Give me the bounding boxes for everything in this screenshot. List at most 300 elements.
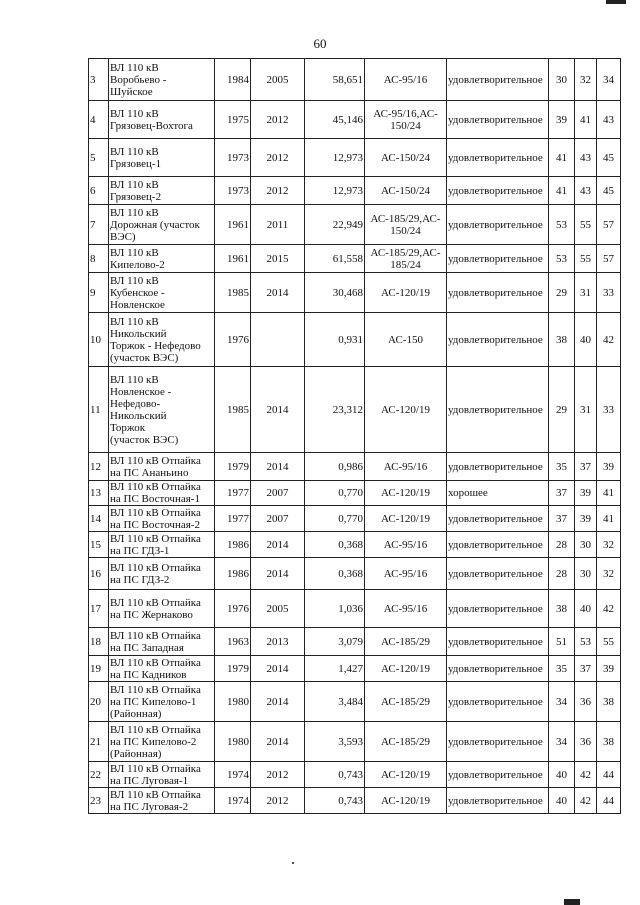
value-c: 44: [597, 762, 621, 788]
year-repair: 2011: [251, 205, 305, 245]
line-length: 0,368: [305, 532, 365, 558]
condition: удовлетворительное: [447, 722, 549, 762]
line-name-line: Дорожная (участок: [110, 218, 200, 231]
line-name-line: ВЛ 110 кВ: [110, 61, 159, 74]
line-name-line: на ПС Кадников: [110, 668, 187, 681]
line-name-line: на ПС Жернаково: [110, 608, 193, 621]
wire-type: [365, 506, 447, 532]
line-name-line: (Районная): [110, 747, 162, 760]
wire-type-line: 150/24: [390, 224, 421, 237]
row-number: 7: [89, 205, 109, 245]
condition: удовлетворительное: [447, 139, 549, 177]
line-length: 0,743: [305, 762, 365, 788]
wire-type: [365, 558, 447, 590]
year-repair: 2013: [251, 628, 305, 656]
value-a: 35: [549, 656, 575, 682]
line-length: 3,593: [305, 722, 365, 762]
line-length: 1,036: [305, 590, 365, 628]
line-name: [109, 313, 215, 367]
wire-type-line: АС-95/16: [383, 567, 428, 580]
wire-type: [365, 273, 447, 313]
line-length: 0,931: [305, 313, 365, 367]
line-name: [109, 245, 215, 273]
power-lines-table: [88, 58, 621, 814]
wire-type-line: АС-120/19: [381, 487, 430, 499]
year-repair: 2014: [251, 722, 305, 762]
line-name-line: Торжок: [110, 421, 146, 434]
line-name-line: ВЛ 110 кВ Отпайка: [110, 723, 201, 736]
table-row: [89, 506, 621, 532]
value-a: 29: [549, 367, 575, 453]
line-name-line: ВЛ 110 кВ: [110, 178, 159, 191]
line-name-line: ВЛ 110 кВ Отпайка: [110, 481, 201, 493]
year-built: 1975: [215, 101, 251, 139]
line-length: 12,973: [305, 177, 365, 205]
value-b: 39: [575, 506, 597, 532]
table-row: [89, 177, 621, 205]
condition: удовлетворительное: [447, 453, 549, 481]
line-name: [109, 453, 215, 481]
table-body: [89, 59, 621, 814]
wire-type: [365, 313, 447, 367]
wire-type-line: АС-120/19: [381, 662, 430, 675]
year-repair: [251, 313, 305, 367]
value-a: 37: [549, 481, 575, 506]
line-name-line: Воробьево -: [110, 73, 167, 86]
line-length: 0,770: [305, 506, 365, 532]
line-name-line: ВЛ 110 кВ: [110, 315, 159, 328]
year-built: 1977: [215, 481, 251, 506]
line-name-line: ВЛ 110 кВ: [110, 274, 159, 287]
line-name-line: Новленское -: [110, 385, 172, 398]
line-name-line: Нефедово-: [110, 397, 161, 410]
row-number: 17: [89, 590, 109, 628]
value-a: 53: [549, 205, 575, 245]
wire-type-line: АС-185/29,АС-: [370, 246, 441, 259]
year-built: 1980: [215, 722, 251, 762]
line-name-line: на ПС Луговая-2: [110, 800, 189, 813]
wire-type: [365, 367, 447, 453]
year-repair: 2012: [251, 762, 305, 788]
wire-type-line: АС-120/19: [381, 768, 430, 781]
line-name: [109, 722, 215, 762]
wire-type: [365, 628, 447, 656]
value-b: 30: [575, 532, 597, 558]
line-name: [109, 762, 215, 788]
year-built: 1974: [215, 788, 251, 814]
year-repair: 2014: [251, 453, 305, 481]
condition: удовлетворительное: [447, 532, 549, 558]
year-built: 1961: [215, 205, 251, 245]
wire-type-line: АС-185/29,АС-: [370, 212, 441, 225]
line-length: 3,079: [305, 628, 365, 656]
value-b: 53: [575, 628, 597, 656]
table-row: [89, 481, 621, 506]
wire-type-line: АС-150/24: [381, 151, 430, 164]
value-c: 32: [597, 532, 621, 558]
line-length: 12,973: [305, 139, 365, 177]
line-name-line: Шуйское: [110, 85, 153, 98]
row-number: 12: [89, 453, 109, 481]
line-length: 0,986: [305, 453, 365, 481]
row-number: 8: [89, 245, 109, 273]
line-name-line: на ПС Восточная-2: [110, 518, 200, 531]
year-repair: 2007: [251, 481, 305, 506]
year-built: 1974: [215, 762, 251, 788]
value-b: 36: [575, 682, 597, 722]
value-b: 30: [575, 558, 597, 590]
condition: удовлетворительное: [447, 558, 549, 590]
value-a: 28: [549, 558, 575, 590]
value-c: 38: [597, 722, 621, 762]
condition: удовлетворительное: [447, 762, 549, 788]
table-row: [89, 788, 621, 814]
line-name-line: ВЛ 110 кВ Отпайка: [110, 788, 201, 801]
condition: удовлетворительное: [447, 788, 549, 814]
table-row: [89, 367, 621, 453]
year-built: 1963: [215, 628, 251, 656]
value-a: 35: [549, 453, 575, 481]
line-name-line: на ПС Восточная-1: [110, 493, 200, 505]
condition: удовлетворительное: [447, 101, 549, 139]
row-number: 14: [89, 506, 109, 532]
year-repair: 2015: [251, 245, 305, 273]
line-name: [109, 788, 215, 814]
value-a: 37: [549, 506, 575, 532]
value-a: 28: [549, 532, 575, 558]
wire-type: [365, 101, 447, 139]
value-b: 37: [575, 453, 597, 481]
condition: хорошее: [447, 481, 549, 506]
value-c: 42: [597, 590, 621, 628]
value-a: 53: [549, 245, 575, 273]
wire-type-line: 150/24: [390, 119, 421, 132]
value-b: 42: [575, 788, 597, 814]
condition: удовлетворительное: [447, 506, 549, 532]
wire-type-line: АС-150/24: [381, 184, 430, 197]
value-c: 38: [597, 682, 621, 722]
line-name-line: Новленское: [110, 298, 165, 311]
year-built: 1979: [215, 453, 251, 481]
row-number: 4: [89, 101, 109, 139]
wire-type: [365, 590, 447, 628]
line-name: [109, 682, 215, 722]
value-c: 55: [597, 628, 621, 656]
value-a: 34: [549, 682, 575, 722]
value-b: 41: [575, 101, 597, 139]
line-name-line: (участок ВЭС): [110, 433, 179, 446]
value-b: 55: [575, 245, 597, 273]
year-built: 1980: [215, 682, 251, 722]
line-name-line: ВЛ 110 кВ Отпайка: [110, 532, 201, 545]
wire-type: [365, 177, 447, 205]
year-built: 1961: [215, 245, 251, 273]
line-length: 0,743: [305, 788, 365, 814]
line-name-line: Грязовец-1: [110, 157, 162, 170]
scan-dot: [292, 862, 294, 864]
table-row: [89, 656, 621, 682]
wire-type: [365, 453, 447, 481]
year-built: 1986: [215, 532, 251, 558]
value-c: 45: [597, 177, 621, 205]
wire-type: [365, 532, 447, 558]
line-name-line: Никольский: [110, 409, 167, 422]
line-length: 0,770: [305, 481, 365, 506]
value-c: 33: [597, 273, 621, 313]
wire-type-line: АС-95/16: [383, 538, 428, 551]
wire-type-line: АС-120/19: [381, 794, 430, 807]
scan-corner-mark: [606, 0, 626, 4]
value-c: 33: [597, 367, 621, 453]
wire-type: [365, 205, 447, 245]
row-number: 15: [89, 532, 109, 558]
wire-type-line: АС-120/19: [381, 512, 430, 525]
line-name-line: Грязовец-2: [110, 190, 162, 203]
year-built: 1973: [215, 139, 251, 177]
year-repair: 2012: [251, 177, 305, 205]
table-row: [89, 762, 621, 788]
year-built: 1986: [215, 558, 251, 590]
line-name: [109, 656, 215, 682]
wire-type: [365, 245, 447, 273]
scan-corner-mark-bottom: [564, 899, 580, 905]
value-a: 41: [549, 177, 575, 205]
row-number: 18: [89, 628, 109, 656]
value-c: 42: [597, 313, 621, 367]
line-name: [109, 532, 215, 558]
value-c: 41: [597, 481, 621, 506]
row-number: 23: [89, 788, 109, 814]
wire-type-line: АС-185/29: [381, 635, 430, 648]
table-row: [89, 313, 621, 367]
line-length: 1,427: [305, 656, 365, 682]
value-b: 43: [575, 177, 597, 205]
year-built: 1984: [215, 59, 251, 101]
table-row: [89, 139, 621, 177]
year-built: 1977: [215, 506, 251, 532]
year-repair: 2012: [251, 788, 305, 814]
line-name-line: Грязовец-Вохтога: [110, 119, 193, 132]
line-length: 30,468: [305, 273, 365, 313]
value-c: 43: [597, 101, 621, 139]
table-row: [89, 245, 621, 273]
wire-type: [365, 139, 447, 177]
row-number: 6: [89, 177, 109, 205]
line-length: 3,484: [305, 682, 365, 722]
line-name-line: Кубенское -: [110, 286, 165, 299]
year-repair: 2012: [251, 101, 305, 139]
line-length: 58,651: [305, 59, 365, 101]
value-c: 41: [597, 506, 621, 532]
year-repair: 2014: [251, 682, 305, 722]
table-row: [89, 101, 621, 139]
line-name-line: ВЭС): [110, 230, 136, 243]
row-number: 16: [89, 558, 109, 590]
line-name-line: ВЛ 110 кВ Отпайка: [110, 454, 201, 467]
line-length: 0,368: [305, 558, 365, 590]
condition: удовлетворительное: [447, 590, 549, 628]
row-number: 20: [89, 682, 109, 722]
line-name: [109, 59, 215, 101]
value-b: 55: [575, 205, 597, 245]
value-a: 34: [549, 722, 575, 762]
value-c: 39: [597, 453, 621, 481]
wire-type-line: 185/24: [390, 258, 421, 271]
year-repair: 2014: [251, 273, 305, 313]
wire-type: [365, 481, 447, 506]
wire-type: [365, 762, 447, 788]
line-name-line: ВЛ 110 кВ Отпайка: [110, 561, 201, 574]
year-repair: 2014: [251, 558, 305, 590]
table-row: [89, 558, 621, 590]
value-a: 38: [549, 313, 575, 367]
value-c: 39: [597, 656, 621, 682]
wire-type-line: АС-95/16: [383, 460, 428, 473]
condition: удовлетворительное: [447, 205, 549, 245]
condition: удовлетворительное: [447, 656, 549, 682]
wire-type-line: АС-120/19: [381, 403, 430, 416]
year-repair: 2012: [251, 139, 305, 177]
line-name: [109, 590, 215, 628]
line-name: [109, 177, 215, 205]
line-name-line: ВЛ 110 кВ: [110, 246, 159, 259]
row-number: 3: [89, 59, 109, 101]
year-repair: 2005: [251, 59, 305, 101]
line-name-line: ВЛ 110 кВ Отпайка: [110, 629, 201, 642]
table-row: [89, 722, 621, 762]
value-b: 40: [575, 590, 597, 628]
table-row: [89, 682, 621, 722]
value-b: 31: [575, 367, 597, 453]
value-a: 51: [549, 628, 575, 656]
line-length: 45,146: [305, 101, 365, 139]
line-name-line: ВЛ 110 кВ Отпайка: [110, 762, 201, 775]
line-name-line: на ПС Кипелово-2: [110, 735, 197, 748]
wire-type-line: АС-185/29: [381, 735, 430, 748]
line-name-line: на ПС ГДЗ-1: [110, 544, 170, 557]
year-repair: 2014: [251, 367, 305, 453]
table-row: [89, 273, 621, 313]
table-row: [89, 59, 621, 101]
row-number: 9: [89, 273, 109, 313]
wire-type: [365, 722, 447, 762]
table-row: [89, 590, 621, 628]
row-number: 10: [89, 313, 109, 367]
value-c: 32: [597, 558, 621, 590]
year-repair: 2005: [251, 590, 305, 628]
value-b: 36: [575, 722, 597, 762]
line-name-line: Никольский: [110, 327, 167, 340]
row-number: 22: [89, 762, 109, 788]
line-name-line: ВЛ 110 кВ Отпайка: [110, 506, 201, 519]
line-name-line: ВЛ 110 кВ: [110, 107, 159, 120]
table-row: [89, 453, 621, 481]
value-b: 32: [575, 59, 597, 101]
row-number: 5: [89, 139, 109, 177]
value-c: 57: [597, 205, 621, 245]
line-name: [109, 367, 215, 453]
line-name-line: ВЛ 110 кВ: [110, 145, 159, 158]
line-name-line: на ПС Ананьино: [110, 466, 189, 479]
condition: удовлетворительное: [447, 313, 549, 367]
year-built: 1976: [215, 313, 251, 367]
wire-type-line: АС-95/16: [383, 602, 428, 615]
line-length: 23,312: [305, 367, 365, 453]
line-name: [109, 101, 215, 139]
value-a: 29: [549, 273, 575, 313]
line-name-line: ВЛ 110 кВ Отпайка: [110, 683, 201, 696]
value-a: 41: [549, 139, 575, 177]
line-length: 22,949: [305, 205, 365, 245]
wire-type-line: АС-95/16,АС-: [373, 107, 438, 120]
line-name-line: Кипелово-2: [110, 258, 165, 271]
value-c: 57: [597, 245, 621, 273]
row-number: 11: [89, 367, 109, 453]
year-built: 1976: [215, 590, 251, 628]
line-name: [109, 506, 215, 532]
value-c: 34: [597, 59, 621, 101]
value-b: 40: [575, 313, 597, 367]
value-c: 45: [597, 139, 621, 177]
table-row: [89, 628, 621, 656]
value-b: 42: [575, 762, 597, 788]
line-name: [109, 273, 215, 313]
line-name: [109, 628, 215, 656]
table-row: [89, 205, 621, 245]
line-name-line: Торжок - Нефедово: [110, 339, 201, 352]
year-built: 1985: [215, 367, 251, 453]
value-b: 31: [575, 273, 597, 313]
value-b: 43: [575, 139, 597, 177]
wire-type: [365, 656, 447, 682]
value-a: 39: [549, 101, 575, 139]
line-name-line: на ПС ГДЗ-2: [110, 573, 170, 586]
year-built: 1985: [215, 273, 251, 313]
table-row: [89, 532, 621, 558]
year-repair: 2007: [251, 506, 305, 532]
wire-type-line: АС-120/19: [381, 286, 430, 299]
year-repair: 2014: [251, 532, 305, 558]
line-name-line: на ПС Луговая-1: [110, 774, 189, 787]
value-c: 44: [597, 788, 621, 814]
value-a: 30: [549, 59, 575, 101]
condition: удовлетворительное: [447, 59, 549, 101]
value-b: 39: [575, 481, 597, 506]
line-name-line: ВЛ 110 кВ Отпайка: [110, 656, 201, 669]
row-number: 13: [89, 481, 109, 506]
wire-type-line: АС-95/16: [383, 73, 428, 86]
wire-type: [365, 788, 447, 814]
condition: удовлетворительное: [447, 245, 549, 273]
value-b: 37: [575, 656, 597, 682]
wire-type: [365, 59, 447, 101]
condition: удовлетворительное: [447, 628, 549, 656]
year-built: 1979: [215, 656, 251, 682]
line-name-line: на ПС Кипелово-1: [110, 695, 197, 708]
line-name: [109, 139, 215, 177]
row-number: 21: [89, 722, 109, 762]
value-a: 40: [549, 788, 575, 814]
line-name: [109, 205, 215, 245]
wire-type-line: АС-150: [388, 333, 423, 346]
line-length: 61,558: [305, 245, 365, 273]
condition: удовлетворительное: [447, 177, 549, 205]
condition: удовлетворительное: [447, 273, 549, 313]
wire-type-line: АС-185/29: [381, 695, 430, 708]
page-number: 60: [313, 36, 327, 51]
line-name-line: (Районная): [110, 707, 162, 720]
year-repair: 2014: [251, 656, 305, 682]
